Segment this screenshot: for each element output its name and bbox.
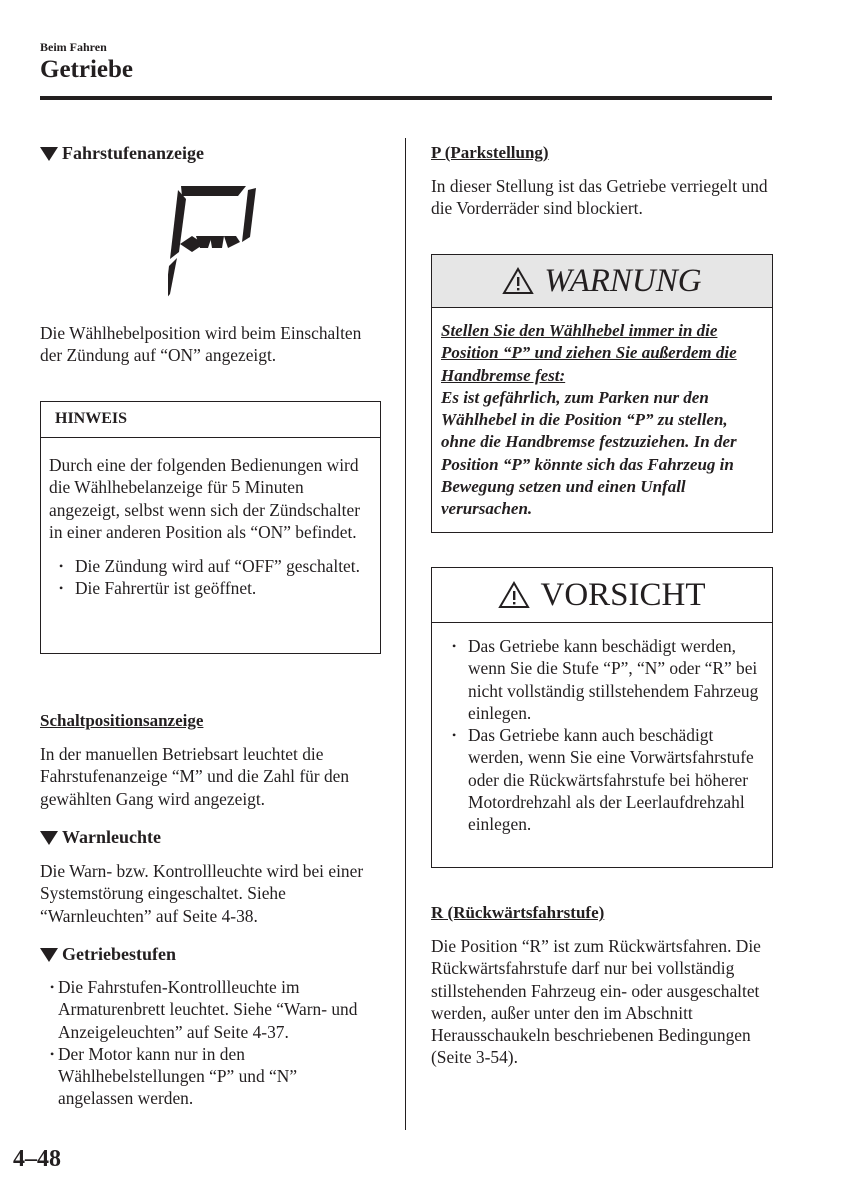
- header-rule: [40, 96, 772, 100]
- warnung-text: Es ist gefährlich, zum Parken nur den Wählhebel in die Position “P” zu stellen, ohne die Handbremse festzuziehen. In der Position “P” könnte sich das Fahrzeug in Bewegung setzen und einen Unfall verursachen.: [441, 387, 737, 519]
- gear-display-illustration: [168, 182, 258, 307]
- schaltpositionsanzeige-text: In der manuellen Betriebsart leuchtet die Fahrstufenanzeige “M” und die Zahl für den gewählten Gang wird angezeigt.: [40, 744, 350, 809]
- warnleuchte-heading-text: Warnleuchte: [62, 827, 161, 847]
- fahrstufenanzeige-heading: [40, 143, 204, 164]
- hinweis-text: Durch eine der folgenden Bedienungen wird die Wählhebelanzeige für 5 Minuten angezeigt, selbst wenn sich der Zündschalter in einer anderen Position als “ON” befindet.: [49, 455, 360, 542]
- triangle-bullet-icon: [40, 831, 58, 845]
- getriebestufen-list: [40, 976, 370, 1110]
- warnleuchte-text: Die Warn- bzw. Kontrollleuchte wird bei einer Systemstörung eingeschaltet. Siehe “Warnleuchten” auf Seite 4-38.: [40, 861, 364, 926]
- vorsicht-list: [442, 635, 766, 836]
- warnung-body: [432, 308, 772, 521]
- fahrstufenanzeige-heading-text: Fahrstufenanzeige: [62, 143, 204, 163]
- schaltpositionsanzeige-heading: Schaltpositionsanzeige: [40, 711, 204, 730]
- rueckwaertsfahrstufe-heading: R (Rückwärtsfahrstufe): [431, 903, 605, 922]
- p-segment-display-icon: [168, 182, 258, 302]
- vorsicht-box: [431, 567, 773, 868]
- caution-triangle-icon: [498, 581, 530, 609]
- getriebestufen-heading: [40, 944, 176, 965]
- triangle-bullet-icon: [40, 948, 58, 962]
- warnung-title: WARNUNG: [544, 262, 702, 299]
- list-item: • Die Zündung wird auf “OFF” geschaltet.: [49, 555, 372, 577]
- vorsicht-title: VORSICHT: [540, 576, 706, 613]
- parkstellung-heading: P (Parkstellung): [431, 143, 549, 162]
- list-item: • Die Fahrertür ist geöffnet.: [49, 577, 372, 599]
- warnleuchte-heading: [40, 827, 161, 848]
- page-title: Getriebe: [40, 56, 134, 83]
- vorsicht-body: [432, 623, 772, 836]
- getriebestufen-heading-text: Getriebestufen: [62, 944, 176, 964]
- list-item: • Die Fahrstufen-Kontrollleuchte im Armaturenbrett leuchtet. Siehe “Warn- und Anzeigeleuchten” auf Seite 4-37.: [40, 976, 370, 1043]
- page-number: 4–48: [13, 1146, 61, 1172]
- hinweis-box: [40, 401, 381, 654]
- warnung-underlined-text: Stellen Sie den Wählhebel immer in die Position “P” und ziehen Sie außerdem die Handbremse fest:: [441, 321, 737, 385]
- list-item: • Das Getriebe kann auch beschädigt werden, wenn Sie eine Vorwärtsfahrstufe oder die Rückwärtsfahrstufe bei höherer Motordrehzahl als der Leerlaufdrehzahl einlegen.: [442, 724, 766, 835]
- hinweis-body: [41, 438, 380, 600]
- list-item: • Das Getriebe kann beschädigt werden, wenn Sie die Stufe “P”, “N” oder “R” bei nicht vollständig stillstehendem Fahrzeug einlegen.: [442, 635, 766, 724]
- warnung-header: [432, 255, 772, 308]
- fahrstufenanzeige-text: Die Wählhebelposition wird beim Einschalten der Zündung auf “ON” angezeigt.: [40, 323, 362, 366]
- list-item: • Der Motor kann nur in den Wählhebelstellungen “P” und “N” angelassen werden.: [40, 1043, 370, 1110]
- warnung-box: [431, 254, 773, 533]
- vorsicht-header: [432, 568, 772, 623]
- triangle-bullet-icon: [40, 147, 58, 161]
- section-label: Beim Fahren: [40, 40, 107, 54]
- warning-triangle-icon: [502, 267, 534, 295]
- rueckwaertsfahrstufe-text: Die Position “R” ist zum Rückwärtsfahren. Die Rückwärtsfahrstufe darf nur bei vollständig stillstehenden Fahrzeug ein- oder ausgeschaltet werden, außer unter den im Abschnitt Herausschaukeln beschriebenen Bedingungen (Seite 3-54).: [431, 936, 761, 1068]
- hinweis-title: HINWEIS: [41, 402, 380, 438]
- column-divider: [405, 138, 406, 1130]
- parkstellung-text: In dieser Stellung ist das Getriebe verriegelt und die Vorderräder sind blockiert.: [431, 176, 768, 219]
- hinweis-list: [49, 555, 372, 600]
